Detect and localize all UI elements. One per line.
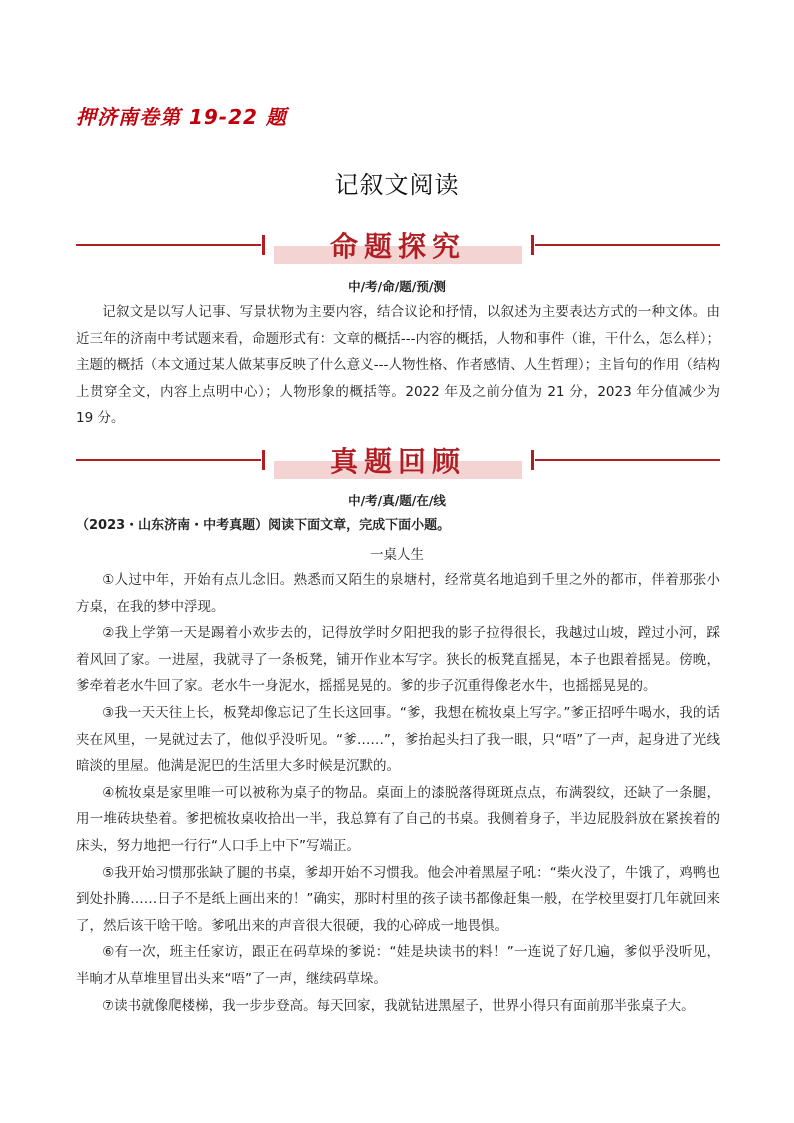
section-subtitle: 中/考/真/题/在/线 bbox=[348, 493, 446, 508]
banner-divider-right bbox=[535, 459, 720, 461]
intro-paragraph bbox=[76, 299, 720, 432]
banner-divider-left bbox=[76, 459, 261, 461]
essay-paragraph: ②我上学第一天是踢着小欢步去的，记得放学时夕阳把我的影子拉得很长，我越过山坡，蹚过小河，踩着风回了家。一进屋，我就寻了一条板凳，铺开作业本写字。狭长的板凳直摇晃，本子也跟着摇晃。傍晚，爹牵着老水牛回了家。老水牛一身泥水，摇摇晃晃的。爹的步子沉重得像老水牛，也摇摇晃晃的。 bbox=[76, 625, 720, 695]
banner-tick-left bbox=[262, 235, 265, 255]
banner-divider-left bbox=[76, 244, 261, 246]
essay-title: 一桌人生 bbox=[370, 547, 424, 563]
document-title: 记叙文阅读 bbox=[334, 171, 460, 199]
section-banner-review bbox=[76, 435, 720, 485]
section-banner-proposition bbox=[76, 220, 720, 270]
banner-tick-right bbox=[531, 235, 534, 255]
essay-paragraph: ④梳妆桌是家里唯一可以被称为桌子的物品。桌面上的漆脱落得斑斑点点，布满裂纹，还缺了一条腿，用一堆砖块垫着。爹把梳妆桌收拾出一半，我总算有了自己的书桌。我侧着身子，半边屁股斜放在紧挨着的床头，努力地把一行行“人口手上中下”写端正。 bbox=[76, 784, 720, 854]
banner-tick-left bbox=[262, 450, 265, 470]
essay-paragraph: ①人过中年，开始有点儿念旧。熟悉而又陌生的泉塘村，经常莫名地追到千里之外的都市，伴着那张小方桌，在我的梦中浮现。 bbox=[76, 572, 720, 615]
question-source: （2023・山东济南・中考真题）阅读下面文章，完成下面小题。 bbox=[76, 518, 451, 533]
banner-title: 命题探究 bbox=[329, 230, 466, 263]
section-subtitle: 中/考/命/题/预/测 bbox=[348, 279, 446, 294]
exam-heading: 押济南卷第 19-22 题 bbox=[76, 105, 287, 129]
banner-tick-right bbox=[531, 450, 534, 470]
banner-plate bbox=[274, 226, 522, 264]
essay-paragraph: ⑥有一次，班主任家访，跟正在码草垛的爹说：“娃是块读书的料！”一连说了好几遍，爹似乎没听见，半晌才从草堆里冒出头来“唔”了一声，继续码草垛。 bbox=[76, 944, 720, 987]
banner-plate bbox=[274, 441, 522, 479]
intro-text: 记叙文是以写人记事、写景状物为主要内容，结合议论和抒情，以叙述为主要表达方式的一种文体。由近三年的济南中考试题来看，命题形式有：文章的概括---内容的概括，人物和事件（谁，干什么，怎么样）；主题的概括（本文通过某人做某事反映了什么意义---人物性格、作者感情、人生哲理）；主旨句的作用（结构上贯穿全文，内容上点明中心）；人物形象的概括等。2022 年及之前分值为 21 分，2023 年分值减少为 19 分。 bbox=[76, 304, 720, 427]
banner-title: 真题回顾 bbox=[329, 445, 466, 478]
essay-paragraph: ③我一天天往上长，板凳却像忘记了生长这回事。“爹，我想在梳妆桌上写字。”爹正招呼牛喝水，我的话夹在风里，一晃就过去了，他似乎没听见。“爹……”，爹抬起头扫了我一眼，只“唔”了一声，起身进了光线暗淡的里屋。他满是泥巴的生活里大多时候是沉默的。 bbox=[76, 704, 720, 775]
essay-paragraph: ⑤我开始习惯那张缺了腿的书桌，爹却开始不习惯我。他会冲着黑屋子吼：“柴火没了，牛饿了，鸡鸭也到处扑腾……日子不是纸上画出来的！”确实，那时村里的孩子读书都像赶集一般，在学校里耍打几年就回来了，然后该干啥干啥。爹吼出来的声音很大很硬，我的心碎成一地畏惧。 bbox=[76, 864, 720, 934]
essay-body bbox=[76, 567, 720, 1019]
banner-divider-right bbox=[535, 244, 720, 246]
essay-paragraph: ⑦读书就像爬楼梯，我一步步登高。每天回家，我就钻进黑屋子，世界小得只有面前那半张桌子大。 bbox=[102, 997, 695, 1014]
